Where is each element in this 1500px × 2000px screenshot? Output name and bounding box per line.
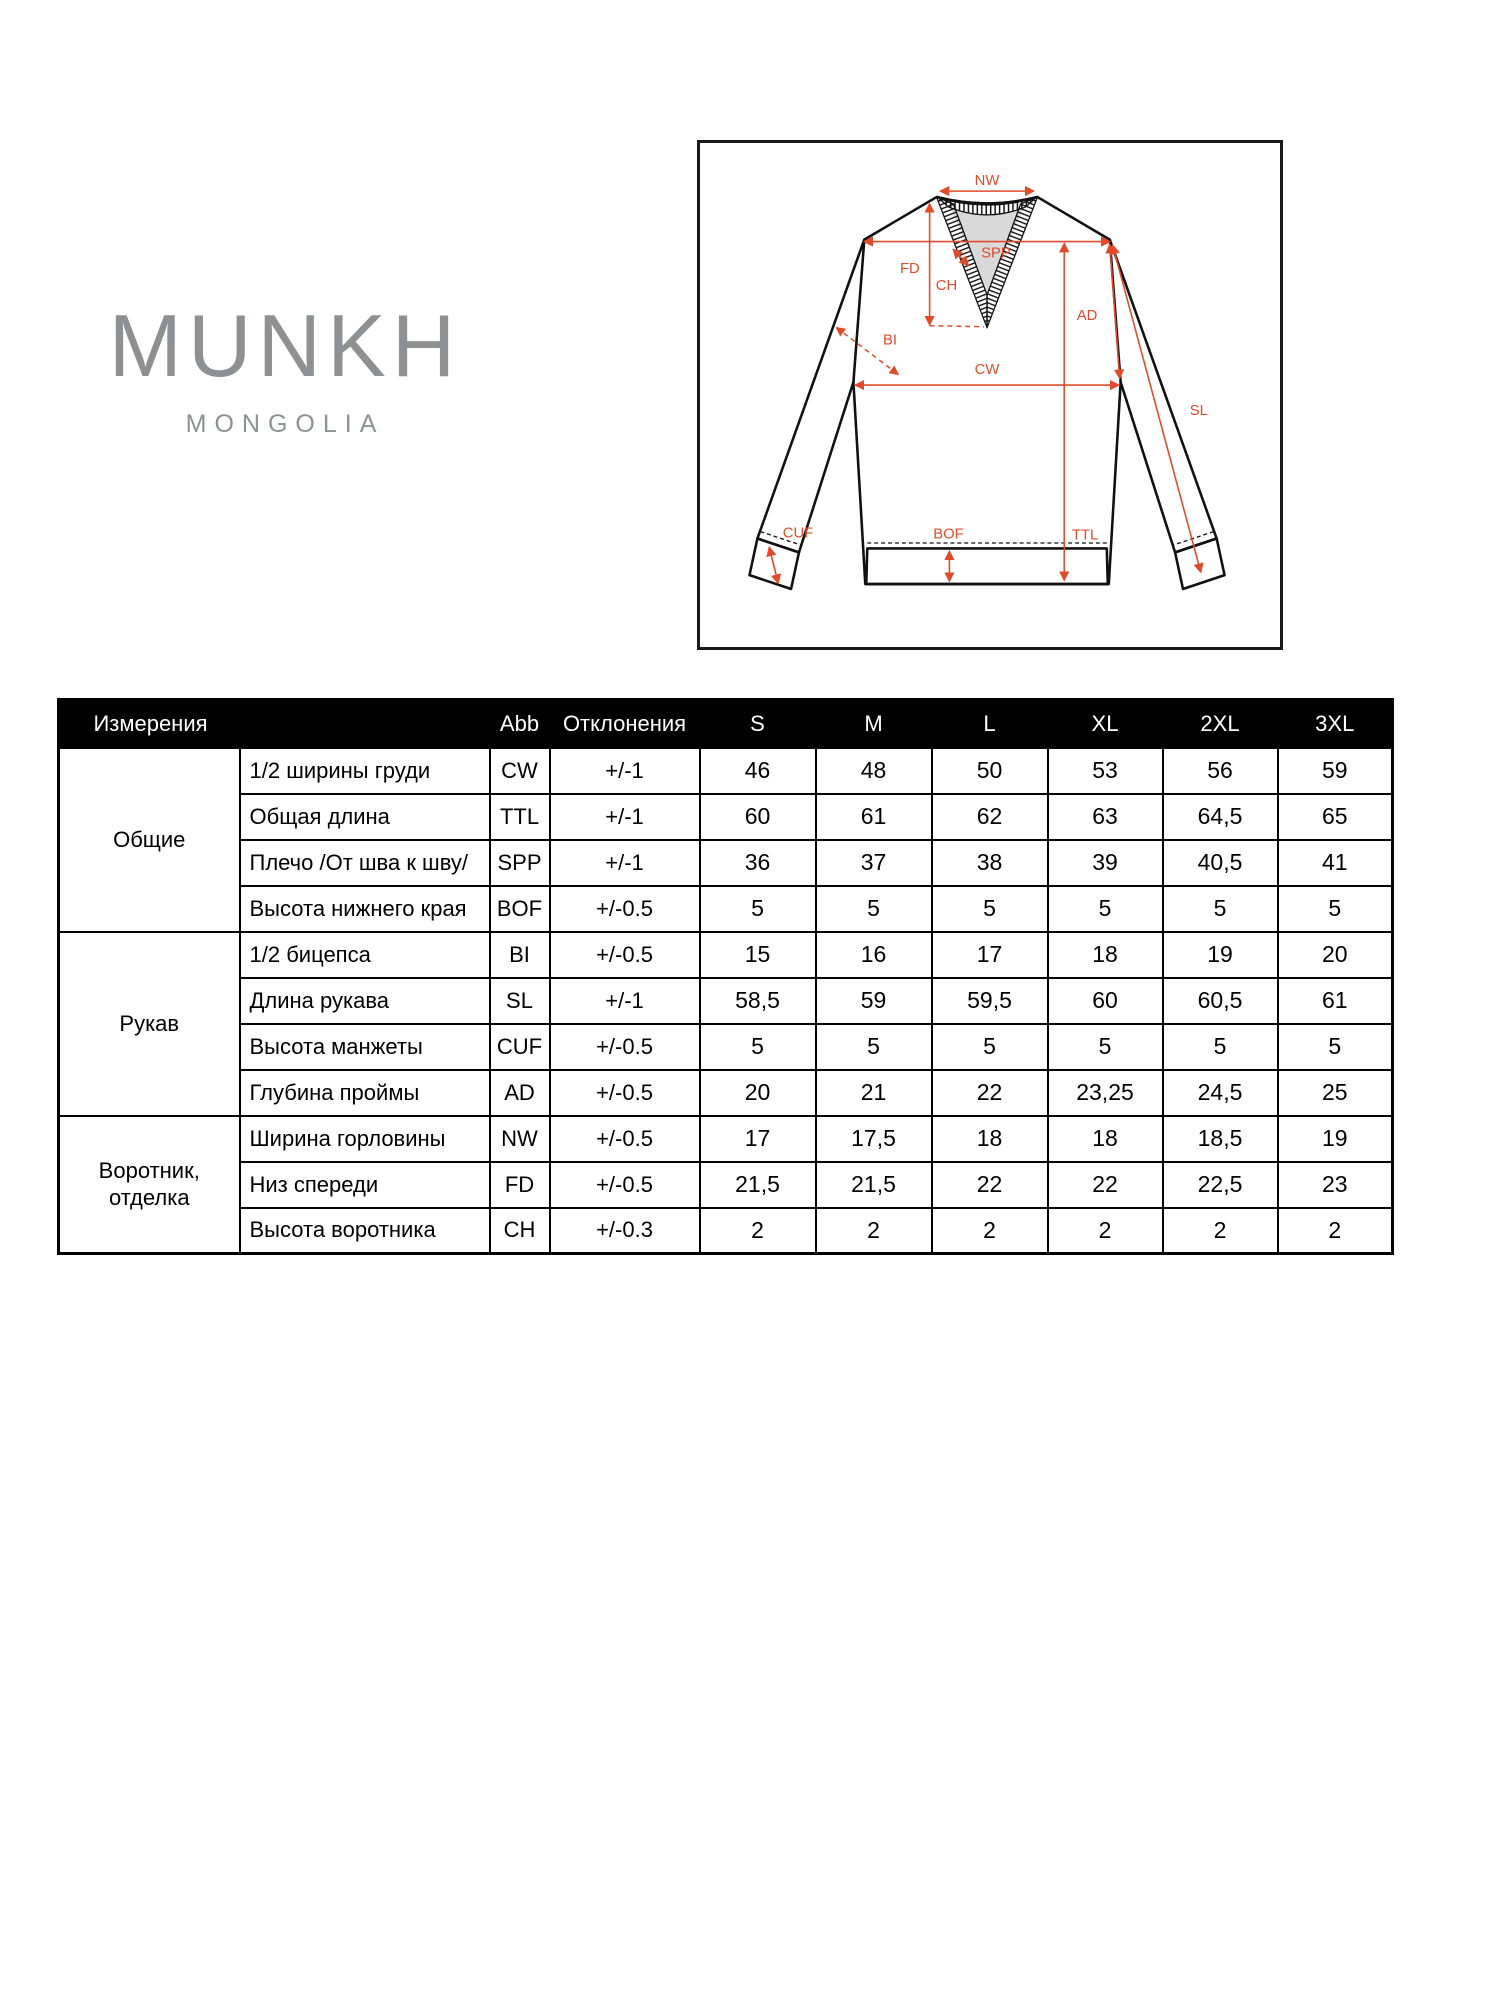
value-cell: 5 — [700, 1024, 816, 1070]
sweater-diagram-frame — [697, 140, 1283, 650]
value-cell: 5 — [1163, 1024, 1278, 1070]
table-header-row — [59, 700, 1393, 748]
value-cell: 59 — [1278, 748, 1393, 794]
label-sl: SL — [1189, 402, 1208, 419]
group-cell: Общие — [59, 748, 240, 932]
label-ad: AD — [1076, 307, 1098, 324]
label-spp: SPP — [981, 245, 1011, 262]
abb-cell: BI — [490, 932, 550, 978]
sweater-diagram — [700, 143, 1280, 647]
name-cell: Низ спереди — [240, 1162, 490, 1208]
abb-cell: SPP — [490, 840, 550, 886]
value-cell: 2 — [932, 1208, 1048, 1254]
value-cell: 21 — [816, 1070, 932, 1116]
value-cell: 2 — [1048, 1208, 1163, 1254]
value-cell: 17 — [932, 932, 1048, 978]
name-cell: Высота нижнего края — [240, 886, 490, 932]
table-row — [59, 748, 1393, 794]
name-cell: Длина рукава — [240, 978, 490, 1024]
name-cell: Высота манжеты — [240, 1024, 490, 1070]
value-cell: 53 — [1048, 748, 1163, 794]
value-cell: 48 — [816, 748, 932, 794]
label-nw: NW — [974, 173, 1000, 190]
value-cell: 60 — [1048, 978, 1163, 1024]
label-ttl: TTL — [1071, 527, 1099, 544]
value-cell: 21,5 — [816, 1162, 932, 1208]
value-cell: 24,5 — [1163, 1070, 1278, 1116]
value-cell: 5 — [1278, 1024, 1393, 1070]
value-cell: 62 — [932, 794, 1048, 840]
name-cell: 1/2 бицепса — [240, 932, 490, 978]
tol-cell: +/-1 — [550, 794, 700, 840]
value-cell: 63 — [1048, 794, 1163, 840]
value-cell: 5 — [1048, 1024, 1163, 1070]
tol-cell: +/-0.5 — [550, 1070, 700, 1116]
brand-name: MUNKH — [108, 296, 462, 395]
value-cell: 22 — [1048, 1162, 1163, 1208]
col-header-tol: Отклонения — [550, 700, 700, 748]
value-cell: 21,5 — [700, 1162, 816, 1208]
abb-cell: FD — [490, 1162, 550, 1208]
value-cell: 22,5 — [1163, 1162, 1278, 1208]
value-cell: 5 — [816, 886, 932, 932]
table-row — [59, 794, 1393, 840]
value-cell: 2 — [816, 1208, 932, 1254]
tol-cell: +/-0.5 — [550, 886, 700, 932]
col-header-l: L — [932, 700, 1048, 748]
group-cell: Воротник, отделка — [59, 1116, 240, 1254]
name-cell: 1/2 ширины груди — [240, 748, 490, 794]
tol-cell: +/-0.5 — [550, 1116, 700, 1162]
name-cell: Ширина горловины — [240, 1116, 490, 1162]
value-cell: 25 — [1278, 1070, 1393, 1116]
tol-cell: +/-1 — [550, 840, 700, 886]
abb-cell: AD — [490, 1070, 550, 1116]
label-bof: BOF — [933, 526, 964, 543]
tol-cell: +/-0.5 — [550, 1024, 700, 1070]
value-cell: 46 — [700, 748, 816, 794]
value-cell: 37 — [816, 840, 932, 886]
col-header-measurements: Измерения — [59, 700, 490, 748]
group-cell: Рукав — [59, 932, 240, 1116]
abb-cell: CUF — [490, 1024, 550, 1070]
table-row — [59, 978, 1393, 1024]
value-cell: 5 — [932, 886, 1048, 932]
value-cell: 36 — [700, 840, 816, 886]
col-header-m: M — [816, 700, 932, 748]
value-cell: 17 — [700, 1116, 816, 1162]
label-fd: FD — [899, 261, 920, 278]
size-table-body — [59, 748, 1393, 1254]
abb-cell: BOF — [490, 886, 550, 932]
value-cell: 22 — [932, 1162, 1048, 1208]
value-cell: 18 — [932, 1116, 1048, 1162]
value-cell: 18 — [1048, 1116, 1163, 1162]
abb-cell: TTL — [490, 794, 550, 840]
value-cell: 2 — [1163, 1208, 1278, 1254]
value-cell: 40,5 — [1163, 840, 1278, 886]
value-cell: 61 — [1278, 978, 1393, 1024]
value-cell: 20 — [1278, 932, 1393, 978]
value-cell: 20 — [700, 1070, 816, 1116]
tol-cell: +/-1 — [550, 748, 700, 794]
col-header-s: S — [700, 700, 816, 748]
value-cell: 5 — [1163, 886, 1278, 932]
value-cell: 2 — [1278, 1208, 1393, 1254]
brand-subtitle: MONGOLIA — [185, 410, 385, 438]
value-cell: 2 — [700, 1208, 816, 1254]
value-cell: 56 — [1163, 748, 1278, 794]
value-cell: 38 — [932, 840, 1048, 886]
label-cw: CW — [974, 362, 1000, 379]
value-cell: 23 — [1278, 1162, 1393, 1208]
name-cell: Плечо /От шва к шву/ — [240, 840, 490, 886]
abb-cell: SL — [490, 978, 550, 1024]
value-cell: 5 — [1048, 886, 1163, 932]
value-cell: 18 — [1048, 932, 1163, 978]
value-cell: 60,5 — [1163, 978, 1278, 1024]
value-cell: 60 — [700, 794, 816, 840]
abb-cell: CW — [490, 748, 550, 794]
brand-logo — [60, 296, 510, 439]
table-row — [59, 932, 1393, 978]
col-header-xl: XL — [1048, 700, 1163, 748]
value-cell: 16 — [816, 932, 932, 978]
value-cell: 15 — [700, 932, 816, 978]
value-cell: 59 — [816, 978, 932, 1024]
value-cell: 19 — [1278, 1116, 1393, 1162]
value-cell: 58,5 — [700, 978, 816, 1024]
value-cell: 18,5 — [1163, 1116, 1278, 1162]
value-cell: 65 — [1278, 794, 1393, 840]
tol-cell: +/-0.3 — [550, 1208, 700, 1254]
col-header-3xl: 3XL — [1278, 700, 1393, 748]
label-bi: BI — [883, 332, 898, 349]
tol-cell: +/-0.5 — [550, 1162, 700, 1208]
col-header-2xl: 2XL — [1163, 700, 1278, 748]
value-cell: 41 — [1278, 840, 1393, 886]
value-cell: 5 — [816, 1024, 932, 1070]
table-row — [59, 840, 1393, 886]
table-row — [59, 886, 1393, 932]
table-row — [59, 1116, 1393, 1162]
value-cell: 64,5 — [1163, 794, 1278, 840]
value-cell: 39 — [1048, 840, 1163, 886]
value-cell: 23,25 — [1048, 1070, 1163, 1116]
label-cuf: CUF — [782, 525, 814, 542]
value-cell: 19 — [1163, 932, 1278, 978]
size-chart-table — [57, 698, 1394, 1255]
table-row — [59, 1070, 1393, 1116]
table-row — [59, 1162, 1393, 1208]
value-cell: 50 — [932, 748, 1048, 794]
value-cell: 22 — [932, 1070, 1048, 1116]
col-header-abb: Abb — [490, 700, 550, 748]
abb-cell: NW — [490, 1116, 550, 1162]
value-cell: 59,5 — [932, 978, 1048, 1024]
value-cell: 61 — [816, 794, 932, 840]
name-cell: Глубина проймы — [240, 1070, 490, 1116]
value-cell: 5 — [932, 1024, 1048, 1070]
value-cell: 17,5 — [816, 1116, 932, 1162]
name-cell: Высота воротника — [240, 1208, 490, 1254]
tol-cell: +/-1 — [550, 978, 700, 1024]
table-row — [59, 1208, 1393, 1254]
label-ch: CH — [935, 278, 958, 295]
abb-cell: CH — [490, 1208, 550, 1254]
value-cell: 5 — [1278, 886, 1393, 932]
value-cell: 5 — [700, 886, 816, 932]
tol-cell: +/-0.5 — [550, 932, 700, 978]
name-cell: Общая длина — [240, 794, 490, 840]
table-row — [59, 1024, 1393, 1070]
